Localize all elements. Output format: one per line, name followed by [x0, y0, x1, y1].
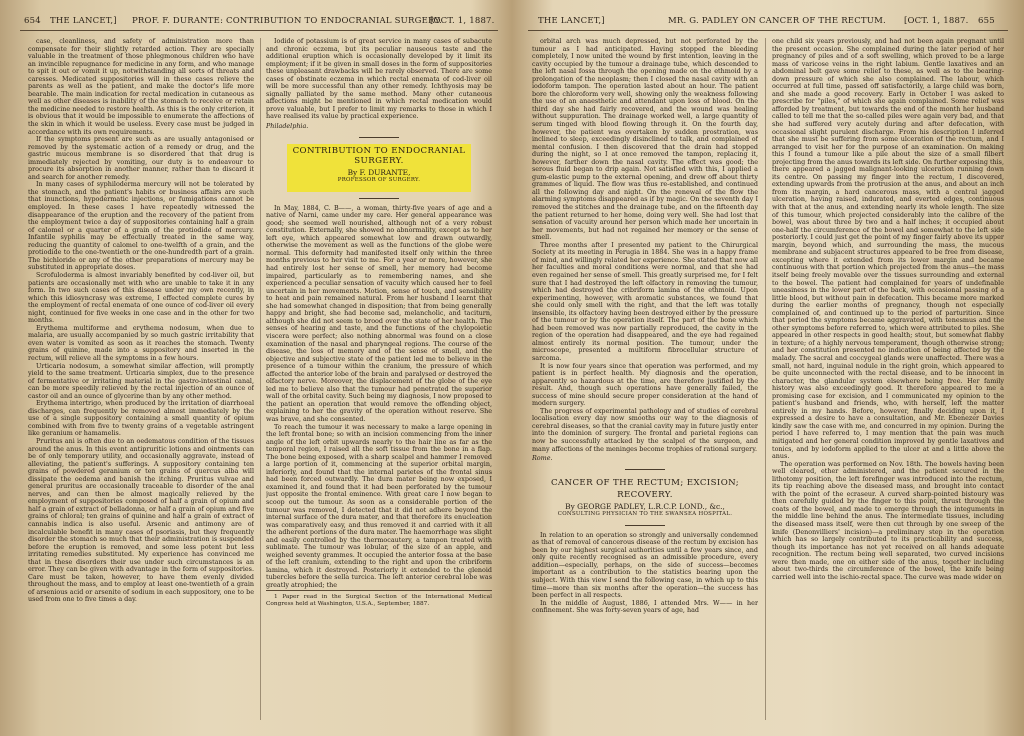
footnote: 1 Paper read in the Surgical Section of the International Medical Congress held at Washington, U.S.A., September, 1887. — [266, 590, 492, 608]
left-page — [20, 8, 498, 730]
paragraph: Iodide of potassium is of great service in many cases of subacute and chronic eczema, but its peculiar nauseous taste and the additional eruption which is occasionally developed by it limit its employment; if it be given in small doses in the form of suppositories these unpleasant drawbacks will be rarely observed. There are some cases of obstinate eczema in which rectal enemata of cod-liver oil will be more successful than any other remedy. Ichthyosis may be signally palliated by the same method. Many other cutaneous affections might be mentioned in which rectal medication would prove valuable, but I prefer to limit my remarks to those in which I have realised its value by practical experience. — [266, 38, 492, 121]
article-title-line-1: CANCER OF THE RECTUM; EXCISION; — [550, 477, 740, 488]
section-rule — [625, 525, 665, 526]
right-column-2 — [772, 38, 1004, 722]
left-column-2 — [266, 38, 492, 722]
byline-prefix: By — [565, 501, 575, 511]
paragraph: If the symptoms present are such as are usually antagonised or removed by the systematic action of a remedy or drug, and the gastric mucous membrane is so disordered that that drug is immediately rejected by vomiting, our duty is to endeavour to procure its absorption in another manner, rather than to discard it and search for another remedy. — [28, 135, 254, 181]
article-author: F. DURANTE, — [359, 167, 411, 177]
left-running-head — [20, 14, 498, 31]
right-running-title: MR. G. PADLEY ON CANCER OF THE RECTUM. — [668, 16, 886, 26]
paragraph: orbital arch was much depressed, but not perforated by the tumour as I had anticipated. Having stopped the bleeding completely, I now united the wound by first intention, leaving in the cavity occupied by the tumour a drainage tube, which descended to the left nasal fossa through the opening made on the ethmoid by a prolongation of the neoplasm; then I closed the nasal cavity with an iodoform tampon. The operation lasted about an hour. The patient bore the chloroform very well, showing only the weakness following the use of an anaesthetic and attendant upon loss of blood. On the third day she had fairly recovered, and the wound was healing without suppuration. The drainage worked well, a large quantity of serum tinged with blood flowing through it. On the fourth day, however, the patient was overtaken by sudden prostration, was inclined to sleep, exceedingly disinclined to talk, and complained of mental confusion. I then discovered that the drain had stopped during the night, so I at once removed the tampon, replacing it, however, farther down the nasal cavity. The effect was good; the serous fluid began to drip again. Not satisfied with this, I applied a gum-elastic pump to the external opening, and drew off about thirty grammes of liquid. The flow was thus re-established, and continued all the following day and night. On the renewal of the flow the alarming symptoms disappeared as if by magic. On the seventh day I removed the stitches and the drainage tube, and on the fifteenth day the patient returned to her home, doing very well. She had lost that sensation of vacuity around her person which made her uncertain in her movements, but had not regained her memory or the sense of smell. — [532, 38, 758, 242]
left-running-date: [OCT. 1, 1887. — [430, 16, 495, 26]
left-journal-name: THE LANCET,] — [50, 16, 117, 26]
article-byline — [293, 169, 466, 177]
byline-prefix: By — [347, 167, 358, 177]
paragraph: one child six years previously, and had not been again pregnant until the present occasion. She complained during the later period of her pregnancy of piles and of a soft swelling, which proved to be a large mass of varicose veins in the right labium. Gentle laxatives and an abdominal belt gave some relief to these, as well as to the bearing-down pressure of which she also complained. The labour, which occurred at full time, passed off satisfactorily, a large child was born, and she made a good recovery. Early in October I was asked to prescribe for "piles," of which she again complained. Some relief was afforded by treatment, but towards the end of the month her husband called to tell me that the so-called piles were again very bad, and that she had suffered very acutely during and after defecation, with occasional slight purulent discharge. From his description I inferred that she must be suffering from some ulceration of the rectum, and I arranged to visit her for the purpose of an examination. On making this I found a tumour like a pile about the size of a small filbert projecting from the anus towards its left side. On further exposing this, there appeared a jagged malignant-looking ulceration running down its centre. On passing my finger into the rectum, I discovered, extending upwards from the protrusion at the anus, and about an inch from its margin, a hard cancerous mass, with a central jagged ulceration, having raised, indurated, and everted edges, continuous with that at the anus, and extending nearly its whole length. The size of this tumour, which projected considerably into the calibre of the bowel, was about three by two and a half inches; it occupied about one-half the circumference of the bowel and somewhat to the left side posteriorly. I could just get the point of my finger fairly above its upper margin, beyond which, and surrounding the mass, the mucous membrane and subjacent structures appeared to be free from disease, excepting where it extended from its lower margin and became continuous with that portion which projected from the anus—the mass itself being freely movable over the tissues surrounding and external to the bowel. The patient had complained for years of undefinable uneasiness in the lower part of the back, with occasional passing of a little blood, but without pain in defecation. This became more marked during the earlier months of pregnancy, though not especially complained of, and continued up to the period of parturition. Since that period the symptoms became aggravated, with tenesmus and the other symptoms before referred to, which were attributed to piles. She appeared in other respects in good health; stout, but somewhat flabby in texture; of a highly nervous temperament, though otherwise strong; and her constitution presented no indication of being affected by the malady. The sacral and coccygeal glands were unaffected. There was a small, not hard, inguinal nodule in the right groin, which appeared to be quite unconnected with the rectal disease, and to be innocent in character, the glandular system elsewhere being free. Her family history was also exceedingly good. It therefore appeared to me a promising case for excision, and I communicated my opinion to the patient's husband and friends, who, with herself, left the matter entirely in my hands. Before, however, finally deciding upon it, I expressed a desire to have a consultation, and Mr. Ebenezer Davies kindly saw the case with me, and concurred in my opinion. During the period I have referred to, I may mention that the pain was much mitigated and her general condition improved by gentle laxatives and tonics, and by iodoform applied to the ulcer at and a little above the anus. — [772, 38, 1004, 461]
signoff-location: Philadelphia. — [266, 122, 309, 131]
signoff-location: Rome. — [532, 454, 553, 463]
paragraph: case, cleanliness, and safety of administration more than compensate for their slightly retarded action. They are specially valuable in the treatment of those phlegmonous children who have an invincible repugnance for medicine in any form, and who manage to spit it out or vomit it up, notwithstanding all sorts of threats and caresses. Medicated suppositories will in these cases relieve the parents as well as the patient, and make the doctor's life more bearable. The main indication for rectal medication in cutaneous as well as other diseases is inability of the stomach to receive or retain the medicine needed to restore health. As this is the only criterion, it is obvious that it would be impossible to enumerate the affections of the skin in which it would be useless. Every case must be judged in accordance with its own requirements. — [28, 38, 254, 136]
article-author-title: CONSULTING PHYSICIAN TO THE SWANSEA HOSPITAL. — [557, 511, 733, 518]
paragraph: In May, 1884, C. B——, a woman, thirty-five years of age and a native of Narni, came under my care. Her general appearance was good; she seemed well nourished, although not of a very robust constitution. Externally, she showed no abnormality, except as to her left eye, which appeared somewhat low and drawn outwardly, otherwise the movement as well as the functions of the globe were normal. This deformity had manifested itself only within the three months previous to her visit to me. For a year or more, however, she had entirely lost her sense of smell, her memory had become impaired, particularly as to remembering names, and she experienced a peculiar sensation of vacuity which caused her to feel uncertain in her movements. Motion, sense of touch, and sensibility to heat and pain remained natural. From her husband I learnt that she had somewhat changed in disposition; that from being generally happy and bright, she had become sad, melancholic, and taciturn, although she did not seem to brood over the state of her health. The senses of hearing and taste, and the functions of the chylopoietic viscera were perfect; also nothing abnormal was found on a close examination of the nasal and pharyngeal regions. The course of the disease, the loss of memory and of the sense of smell, and the objective and subjective state of the patient led me to believe in the presence of a tumour within the cranium, the pressure of which affected the anterior lobe of the brain and paralysed or destroyed the olfactory nerve. Moreover, the displacement of the globe of the eye led me to believe also that the tumour had penetrated the superior wall of the orbital cavity. Such being my diagnosis, I now proposed to the patient an operation that would remove the offending object, explaining to her the gravity of the operation without reserve. She was brave, and she consented. — [266, 203, 492, 423]
column-divider — [765, 38, 766, 720]
paragraph: It is now four years since that operation was performed, and my patient is in perfect health. My diagnosis and the operation, apparently so hazardous at the time, are therefore justified by the result. And, though such operations have generally failed, the success of mine should secure proper consideration at the hand of modern surgery. — [532, 361, 758, 408]
right-running-head — [528, 14, 1008, 31]
section-rule — [359, 137, 399, 138]
paragraph: Pruritus ani is often due to an oedematous condition of the tissues around the anus. In this event antipruritic lotions and ointments can be of only temporary utility, and occasionally aggravate, instead of alleviating, the patient's sufferings. A suppository containing ten grains of powdered geranium or ten grains of quercus alba will dissipate the oedema and banish the itching. Pruritus vulvae and general pruritus are occasionally traceable to disorder of the anal nerves, and can then be almost magically relieved by the employment of suppositories composed of half a grain of opium and half a grain of extract of belladonna, or half a grain of opium and five grains of chloral; ten grains of quinine and half a grain of extract of cannabis indica is also useful. Arsenic and antimony are of incalculable benefit in many cases of psoriasis, but they frequently disorder the stomach so much that their administration is suspended before the eruption is removed, and some less potent but less irritating remedies substituted. My experience has convinced me that in these disorders their use under such circumstances is an error. They can be given with advantage in the form of suppositories. Care must be taken, however, to have them evenly divided throughout the mass, and to employ at least one-twentieth of a grain of arsenious acid or arsenite of sodium in each suppository, one to be used from one to five times a day. — [28, 436, 254, 604]
paragraph: Scrofuloderma is almost invariably benefited by cod-liver oil, but patients are occasionally met with who are unable to take it in any form. In two such cases of this disease under my own recently, in which this idiosyncrasy was extreme, I effected complete cures by the employment of rectal enemata of one ounce of cod-liver oil every night, continued for five weeks in one case and in the other for two months. — [28, 270, 254, 325]
right-page-number: 655 — [978, 16, 995, 26]
paragraph: Erythema intertrigo, when produced by the irritation of diarrhoeal discharges, can frequently be removed almost immediately by the use of a single suppository containing a small quantity of opium combined with from five to twenty grains of a vegetable astringent like geranium or hamamelis. — [28, 399, 254, 438]
section-rule — [359, 198, 399, 199]
column-divider — [260, 38, 261, 720]
paragraph: The operation was performed on Nov. 18th. The bowels having been well cleared, ether administered, and the patient secured in the lithotomy position, the left forefinger was introduced into the rectum, its tip reaching above the diseased mass, and brought into contact with the point of the ecraseur. A curved sharp-pointed bistoury was then carefully guided by the finger to this point, thrust through the coats of the bowel, and made to emerge through the integuments in the middle line behind the anus. The intermediate tissues, including the diseased mass itself, were then cut through by one sweep of the knife (Denonvilliers' incision)—a preliminary step in the operation which has so largely contributed to its practicability and success, though its importance has not yet received on all hands adequate recognition. The rectum being well separated, two curved incisions were then made, one on either side of the anus, together including about two-thirds the circumference of the bowel, the knife being carried well into the ischio-rectal space. The curve was made wider on — [772, 459, 1004, 581]
highlight-block — [287, 144, 472, 192]
left-page-number: 654 — [24, 16, 41, 26]
section-rule — [625, 469, 665, 470]
right-journal-name: THE LANCET,] — [538, 16, 605, 26]
paragraph: In the middle of August, 1886, I attended Mrs. W—— in her confinement. She was forty-seven years of age, had — [532, 598, 758, 615]
article-title-line-1: CONTRIBUTION TO ENDOCRANIAL — [292, 145, 466, 156]
paragraph: Urticaria nodosum, a somewhat similar affection, will promptly yield to the same treatment. Urticaria simplex, due to the presence of fermentative or irritating material in the gastro-intestinal canal, can be more speedily relieved by the rectal injection of an ounce of castor oil and an ounce of glycerine than by any other method. — [28, 361, 254, 400]
article-title-line-2: RECOVERY. — [617, 489, 673, 500]
article-byline — [532, 503, 758, 511]
article-author-title: PROFESSOR OF SURGERY. — [337, 177, 421, 184]
paragraph: In relation to an operation so strongly and universally condemned as that of removal of cancerous disease of the rectum by excision has been by our highest surgical authorities until a few years since, and only quite recently recognised as an admissible procedure, every addition—especially, perhaps, on the side of success—becomes important as a contribution to the statistics bearing upon the subject. With this view I send the following case, in which up to this time—more than six months after the operation—the success has been perfect in all respects. — [532, 530, 758, 600]
article-title-line-2: SURGERY. — [354, 155, 404, 166]
paragraph: The progress of experimental pathology and of studies of cerebral localisation every day now smooths our way to the diagnosis of cerebral diseases, so that the cranial cavity may in future justly enter into the dominion of surgery. The frontal and parietal regions can now be successfully attacked by the scalpel of the surgeon, and many affections of the meninges become trophies of rational surgery. — [532, 406, 758, 453]
paragraph: Three months after I presented my patient to the Chirurgical Society at its meeting in Perugia in 1884. She was in a happy frame of mind, and willingly related her experience. She stated that now all her faculties and moral conditions were normal, and that she had even regained her sense of smell. This greatly surprised me, for I felt sure that I had destroyed the left olfactory in removing the tumour, which had destroyed the cribriform lamina of the ethmoid. Upon experimenting, however, with aromatic substances, we found that she could only smell with the right, and that the left was totally insensible, its olfactory having been destroyed either by the pressure of the tumour or by the operation itself. The part of the bone which had been removed was now partially reproduced, the cavity in the region of the operation had disappeared, and the eye had regained almost entirely its normal position. The tumour, under the microscope, presented a multiform fibrocellular structure of sarcoma. — [532, 240, 758, 362]
paragraph: To reach the tumour it was necessary to make a large opening in the left frontal bone; so with an incision commencing from the inner angle of the left orbit upwards nearly to the hair line as far as the temporal region, I raised all the soft tissue from the bone in a flap. The bone being exposed, with a sharp scalpel and hammer I removed a large portion of it, commencing at the superior orbital margin, inferiorly, and found that the internal parietes of the frontal sinus had been forced outwardly. The dura mater being now exposed, I examined it, and found that it had been perforated by the tumour just opposite the frontal eminence. With great care I now began to scoop out the tumour. As soon as a considerable portion of the tumour was removed, I detected that it did not adhere beyond the internal surface of the dura mater, and that therefore its enucleation was comparatively easy, and thus removed it and carried with it all the adherent portions of the dura mater. The haemorrhage was slight and easily controlled by the thermocautery, a tampon treated with sublimate. The tumour was lobular, of the size of an apple, and weighed seventy grammes. It occupied the anterior fossa at the base of the left cranium, extending to the right and upon the cribriform lamina, which it destroyed. Posteriorly it extended to the glenoid tubercles before the sella turcica. The left anterior cerebral lobe was greatly atrophied; the — [266, 422, 492, 589]
right-running-date: [OCT. 1, 1887. — [904, 16, 969, 26]
paragraph: In many cases of syphiloderma mercury will not be tolerated by the stomach, and the patient's habits or business affairs are such that inunctions, hypodermatic injections, or fumigations cannot be employed. In these cases I have repeatedly witnessed the disappearance of the eruption and the recovery of the patient from the employment twice a day of suppositories containing half a grain of calomel or a quarter of a grain of the protiodide of mercury. Infantile syphilis may be effectually treated in the same way, reducing the quantity of calomel to one-twelfth of a grain, and the protiodide to the one-twentieth or the one-hundredth part of a grain. The bichloride or any of the other preparations of mercury may be substituted in appropriate doses. — [28, 180, 254, 272]
article-author: GEORGE PADLEY, L.R.C.P. LOND., &c., — [577, 501, 725, 511]
right-column-1 — [532, 38, 758, 722]
article-heading-durante — [266, 144, 492, 192]
right-page — [528, 8, 1008, 730]
left-column-1 — [28, 38, 254, 722]
paragraph: Erythema multiforme and erythema nodosum, when due to malaria, are usually accompanied by so much gastric irritability that even water is vomited as soon as it reaches the stomach. Twenty grains of quinine, made into a suppository and inserted in the rectum, will relieve all the symptoms in a few hours. — [28, 323, 254, 362]
left-running-title: PROF. F. DURANTE: CONTRIBUTION TO ENDOCRANIAL SURGERY. — [132, 16, 442, 26]
